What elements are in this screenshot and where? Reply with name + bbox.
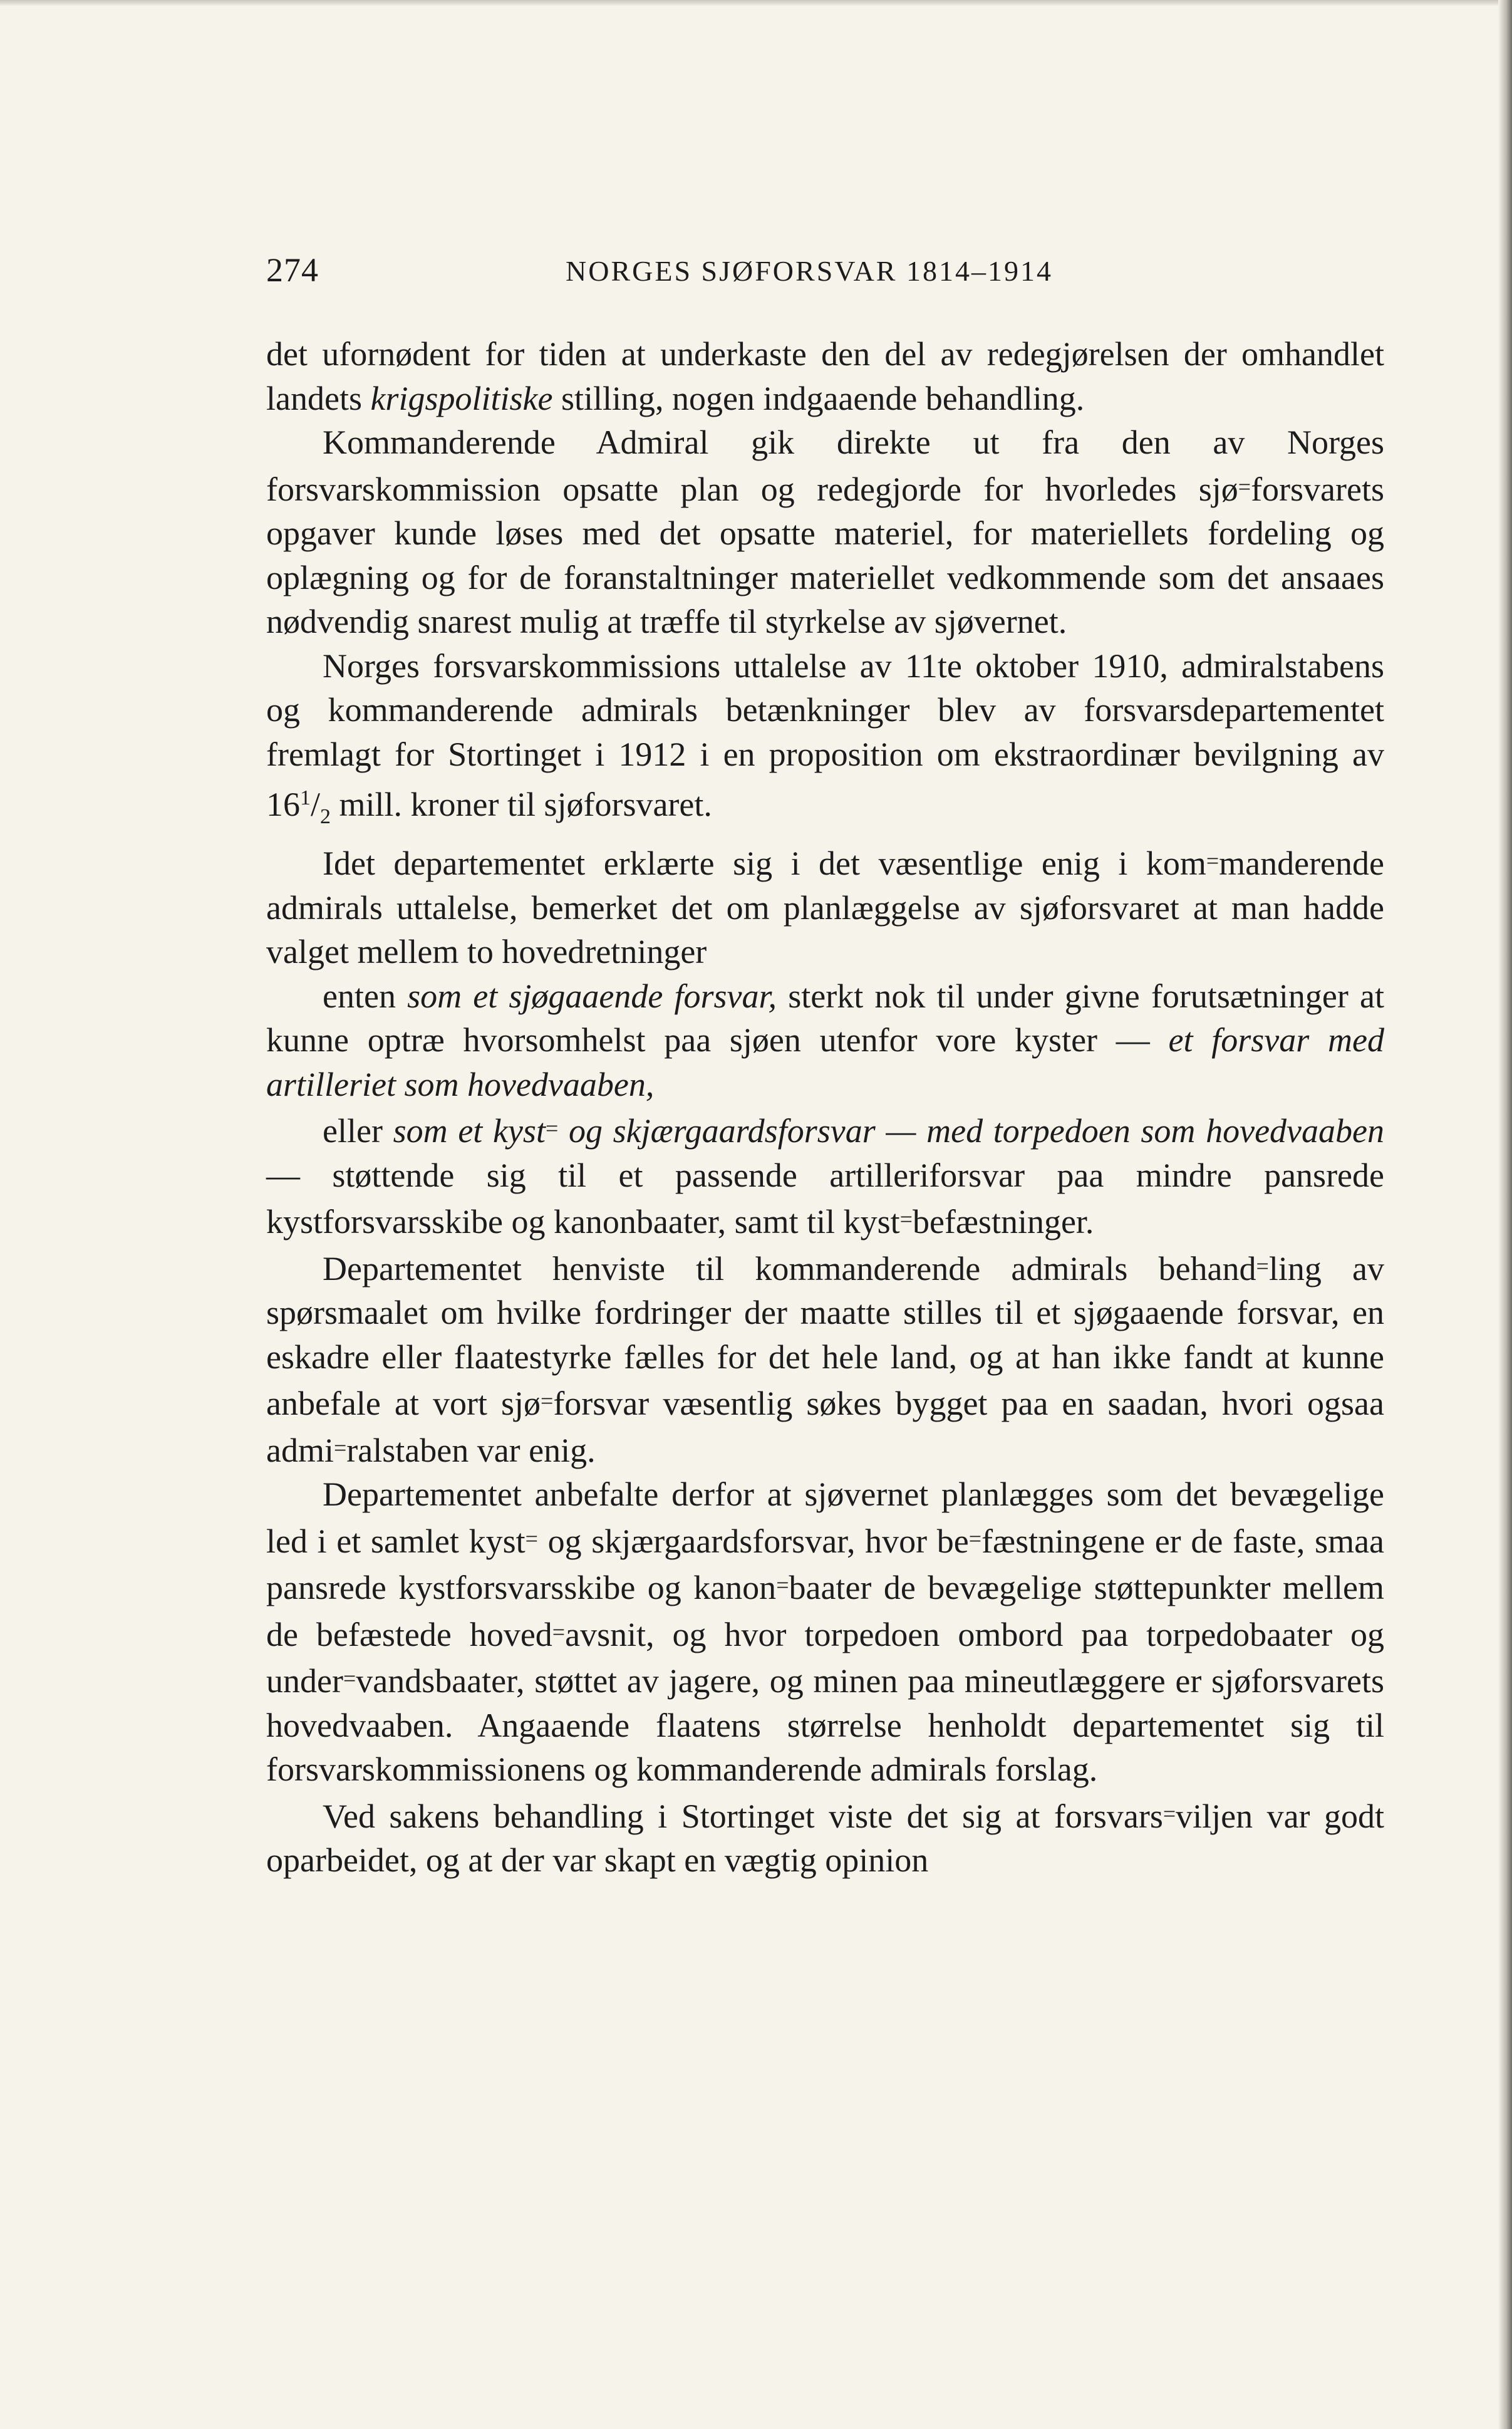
paragraph-7 <box>266 1244 1384 1473</box>
hyphen-mark: = <box>1238 474 1251 499</box>
paragraph-3 <box>266 644 1384 840</box>
text-run: mill. kroner til sjøforsvaret. <box>331 786 712 823</box>
italic-text: som et sjøgaaende forsvar, <box>407 977 777 1015</box>
hyphen-mark: = <box>1206 848 1219 874</box>
page-header <box>266 251 1080 294</box>
hyphen-mark: = <box>552 1619 566 1645</box>
text-run: stilling, nogen indgaaende behandling. <box>552 379 1085 417</box>
text-run: fæstningene er de faste, smaa pansrede kystforsvarsskibe og kanon <box>266 1522 1385 1607</box>
paragraph-9 <box>266 1792 1384 1883</box>
fraction-slash: / <box>311 786 321 823</box>
text-run: ralstaben var enig. <box>346 1431 596 1469</box>
text-run: Kommanderende Admiral gik direkte ut fra den av Norges forsvarskommission opsatte plan og redegjorde for hvorledes sjø <box>266 424 1384 508</box>
text-run: Ved sakens behandling i Stortinget viste det sig at forsvars <box>323 1797 1163 1835</box>
text-run: enten <box>323 977 408 1015</box>
running-title: NORGES SJØFORSVAR 1814–1914 <box>566 255 1053 287</box>
fraction-numerator: 1 <box>300 786 311 809</box>
italic-text: som et kyst <box>393 1112 546 1150</box>
hyphen-mark: = <box>1256 1253 1269 1279</box>
text-run: — støttende sig til et passende artilleriforsvar paa mindre pansrede kystforsvarsskibe og kanonbaater, samt til kyst <box>266 1156 1384 1241</box>
hyphen-mark: = <box>333 1435 347 1460</box>
paragraph-2 <box>266 420 1384 644</box>
paragraph-1 <box>266 332 1384 420</box>
text-run: sterkt nok til under givne forutsætninger at kunne optræ hvorsomhelst paa sjøen utenfor vore kyster — <box>266 977 1385 1059</box>
page-top-edge <box>0 0 1512 6</box>
text-run: og skjærgaardsforsvar, hvor be <box>537 1522 969 1560</box>
hyphen-mark: = <box>343 1666 356 1692</box>
text-run: avsnit, og hvor torpedoen ombord paa torpedobaater og under <box>266 1615 1385 1700</box>
hyphen-mark: = <box>541 1388 554 1414</box>
text-run: baater de bevægelige støttepunkter mellem de befæstede hoved <box>266 1569 1384 1653</box>
text-run: Departementet anbefalte derfor at sjøvernet planlægges som det bevægelige led i et samlet kyst <box>266 1475 1384 1560</box>
text-run: manderende admirals uttalelse, bemerket det om planlæggelse av sjøforsvaret at man hadde valget mellem to hovedretninger <box>266 845 1384 971</box>
text-run: Idet departementet erklærte sig i det væsentlige enig i kom <box>323 845 1206 883</box>
text-run: ling av spørsmaalet om hvilke fordringer der maatte stilles til et sjøgaaende forsvar, en eskadre eller flaatestyrke fælles for det hele land, og at han ikke fandt at kunne anbefale at vort sjø <box>266 1249 1384 1423</box>
italic-text: krigspolitiske <box>370 379 553 417</box>
text-run: det ufornødent for tiden at underkaste den del av redegjørelsen der omhandlet landets <box>266 335 1384 417</box>
hyphen-mark: = <box>968 1526 982 1551</box>
italic-text: og skjærgaardsforsvar — med torpedoen som hovedvaaben <box>558 1112 1384 1150</box>
text-run: Norges forsvarskommissions uttalelse av 11te oktober 1910, admiralstabens og kommanderende admirals betænkninger blev av forsvarsdepartementet fremlagt for Stortinget i 1912 i en proposition om ekstraordinær bevilgning av 16 <box>266 647 1384 823</box>
paragraph-5 <box>266 974 1384 1107</box>
text-run: forsvarets opgaver kunde løses med det opsatte materiel, for materiellets fordeling og oplægning og for de foranstaltninger materiellet vedkommende som det ansaaes nødvendig snarest mulig at træffe til styrkelse av sjøvernet. <box>266 470 1384 640</box>
paragraph-8 <box>266 1472 1384 1792</box>
text-run: eller <box>323 1112 393 1150</box>
page-right-edge <box>1498 0 1512 2429</box>
fraction-denominator: 2 <box>320 804 331 828</box>
hyphen-mark: = <box>1162 1801 1176 1826</box>
hyphen-mark: = <box>545 1116 559 1142</box>
hyphen-mark: = <box>776 1573 789 1598</box>
text-run: befæstninger. <box>912 1203 1094 1241</box>
paragraph-6 <box>266 1106 1384 1244</box>
body-text <box>266 332 1384 1883</box>
text-run: vandsbaater, støttet av jagere, og minen paa mineutlæggere er sjøforsvarets hovedvaaben. Angaaende flaatens størrelse henholdt departementet sig til forsvarskommissionens og kommanderende admirals forslag. <box>266 1662 1384 1789</box>
hyphen-mark: = <box>525 1526 538 1551</box>
text-run: forsvar væsentlig søkes bygget paa en saadan, hvori ogsaa admi <box>266 1385 1384 1469</box>
paragraph-4 <box>266 839 1384 974</box>
text-run: viljen var godt oparbeidet, og at der var skapt en vægtig opinion <box>266 1797 1384 1880</box>
hyphen-mark: = <box>899 1207 913 1232</box>
text-run: Departementet henviste til kommanderende admirals behand <box>323 1249 1256 1287</box>
italic-text: et forsvar med artilleriet som hovedvaaben, <box>266 1021 1385 1103</box>
page-number: 274 <box>266 251 319 289</box>
